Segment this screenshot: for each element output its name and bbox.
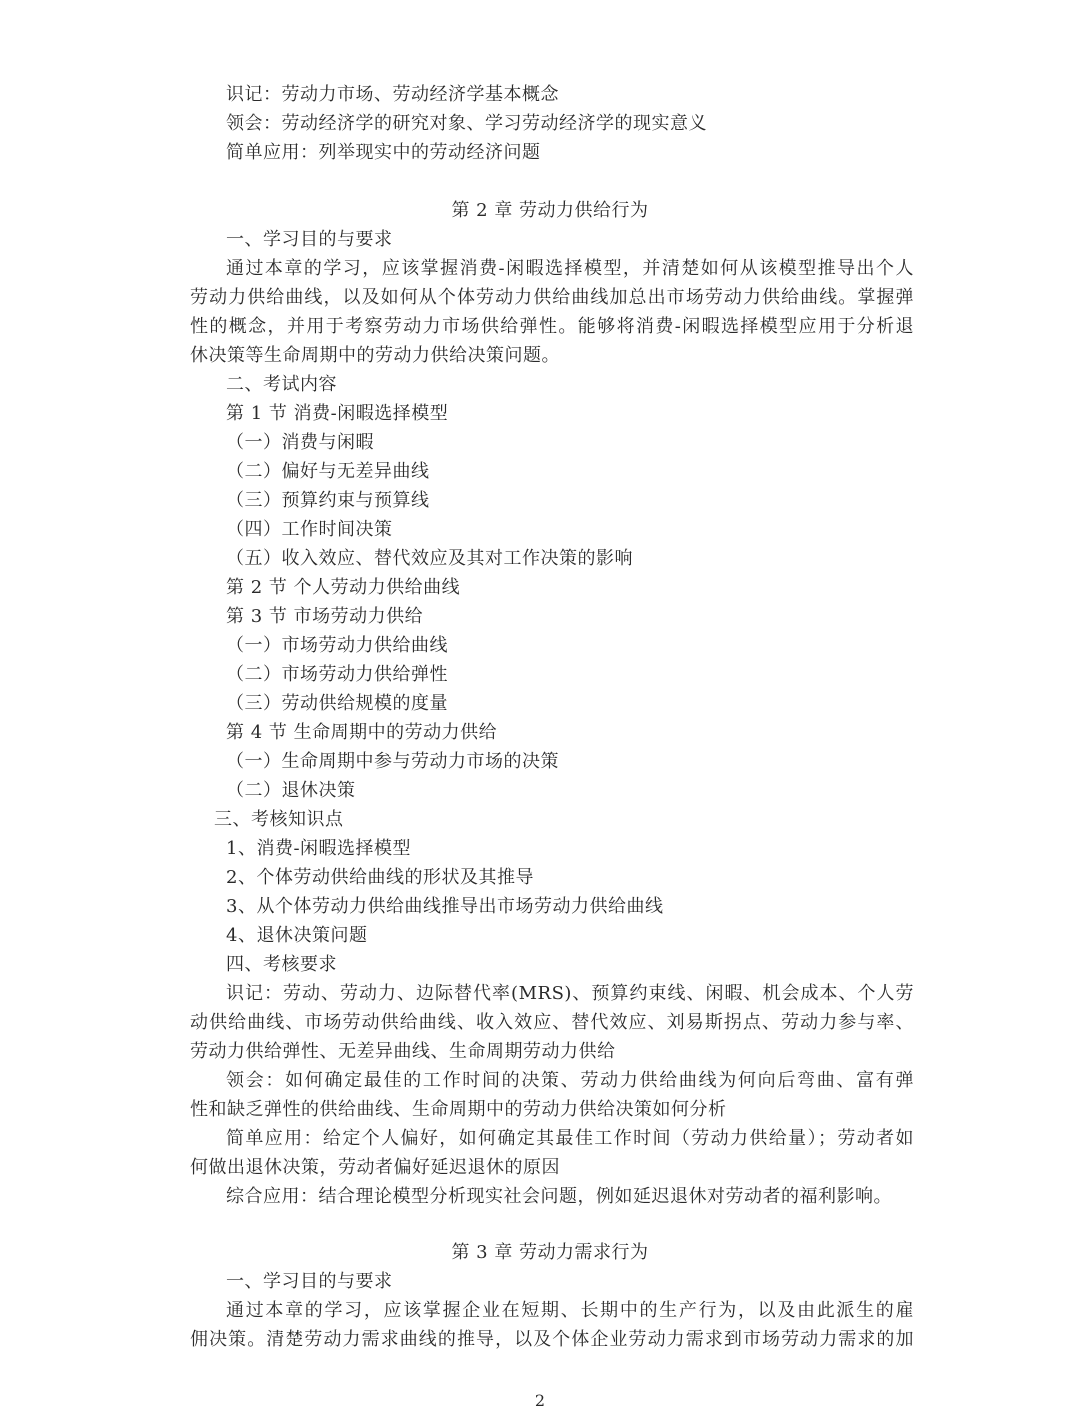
section-heading: 三、考核知识点 — [214, 809, 344, 830]
text-line: 性和缺乏弹性的供给曲线、生命周期中的劳动力供给决策如何分析 — [190, 1099, 727, 1120]
chapter-heading: 第 2 章 劳动力供给行为 — [451, 200, 649, 221]
list-item: （二）市场劳动力供给弹性 — [226, 664, 448, 685]
section-heading: 二、考试内容 — [226, 374, 337, 395]
list-item: （一）市场劳动力供给曲线 — [226, 635, 448, 656]
text-line: 休决策等生命周期中的劳动力供给决策问题。 — [190, 345, 560, 366]
list-item: （三）劳动供给规模的度量 — [226, 693, 448, 714]
text-line: 通过本章的学习，应该掌握消费-闲暇选择模型，并清楚如何从该模型推导出个人 — [226, 258, 914, 279]
subsection-heading: 第 2 节 个人劳动力供给曲线 — [226, 577, 461, 598]
text-line: 综合应用：结合理论模型分析现实社会问题，例如延迟退休对劳动者的福利影响。 — [226, 1186, 892, 1207]
text-line: 领会：如何确定最佳的工作时间的决策、劳动力供给曲线为何向后弯曲、富有弹 — [226, 1070, 914, 1091]
text-line: 性的概念，并用于考察劳动力市场供给弹性。能够将消费-闲暇选择模型应用于分析退 — [190, 316, 914, 337]
subsection-heading: 第 1 节 消费-闲暇选择模型 — [226, 403, 449, 424]
text-line: 动供给曲线、市场劳动供给曲线、收入效应、替代效应、刘易斯拐点、劳动力参与率、 — [190, 1012, 914, 1033]
chapter-heading: 第 3 章 劳动力需求行为 — [451, 1242, 649, 1263]
section-heading: 一、学习目的与要求 — [226, 229, 393, 250]
subsection-heading: 第 3 节 市场劳动力供给 — [226, 606, 424, 627]
list-item: 2、个体劳动供给曲线的形状及其推导 — [226, 867, 534, 888]
page-number: 2 — [534, 1391, 546, 1410]
text-line: 简单应用：给定个人偏好，如何确定其最佳工作时间（劳动力供给量）；劳动者如 — [226, 1128, 914, 1149]
list-item: （一）生命周期中参与劳动力市场的决策 — [226, 751, 559, 772]
text-line: 劳动力供给弹性、无差异曲线、生命周期劳动力供给 — [190, 1041, 616, 1062]
list-item: （一）消费与闲暇 — [226, 432, 374, 453]
text-line: 何做出退休决策，劳动者偏好延迟退休的原因 — [190, 1157, 560, 1178]
section-heading: 一、学习目的与要求 — [226, 1271, 393, 1292]
text-line: 识记：劳动、劳动力、边际替代率(MRS)、预算约束线、闲暇、机会成本、个人劳 — [226, 983, 914, 1004]
section-heading: 四、考核要求 — [226, 954, 337, 975]
list-item: （五）收入效应、替代效应及其对工作决策的影响 — [226, 548, 633, 569]
list-item: 1、消费-闲暇选择模型 — [226, 838, 412, 859]
list-item: 3、从个体劳动力供给曲线推导出市场劳动力供给曲线 — [226, 896, 664, 917]
list-item: （三）预算约束与预算线 — [226, 490, 430, 511]
list-item: （二）偏好与无差异曲线 — [226, 461, 430, 482]
list-item: （四）工作时间决策 — [226, 519, 393, 540]
text-line: 简单应用：列举现实中的劳动经济问题 — [226, 142, 541, 163]
text-line: 劳动力供给曲线，以及如何从个体劳动力供给曲线加总出市场劳动力供给曲线。掌握弹 — [190, 287, 914, 308]
text-line: 识记：劳动力市场、劳动经济学基本概念 — [226, 84, 559, 105]
list-item: （二）退休决策 — [226, 780, 356, 801]
subsection-heading: 第 4 节 生命周期中的劳动力供给 — [226, 722, 498, 743]
text-line: 通过本章的学习，应该掌握企业在短期、长期中的生产行为，以及由此派生的雇 — [226, 1300, 914, 1321]
text-line: 领会：劳动经济学的研究对象、学习劳动经济学的现实意义 — [226, 113, 707, 134]
list-item: 4、退休决策问题 — [226, 925, 368, 946]
text-line: 佣决策。清楚劳动力需求曲线的推导，以及个体企业劳动力需求到市场劳动力需求的加 — [190, 1329, 914, 1350]
